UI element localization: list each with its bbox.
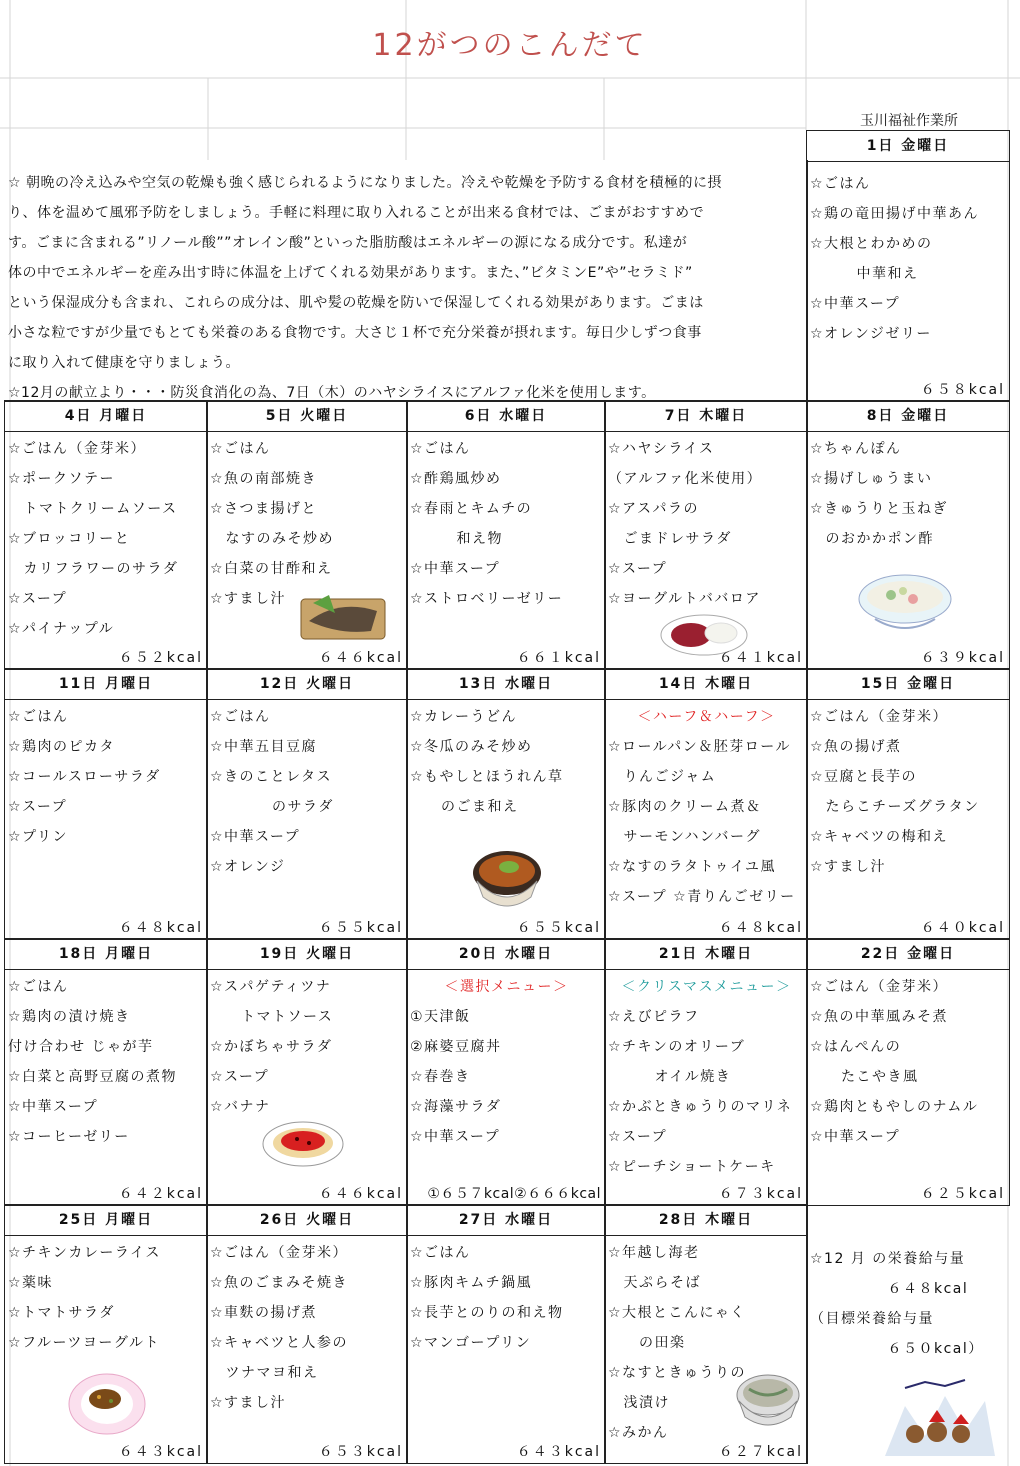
menu-item: ☆ロールパン＆胚芽ロール xyxy=(608,739,792,755)
menu-item: ☆えびピラフ xyxy=(608,1009,700,1025)
intro-text xyxy=(8,168,798,408)
menu-item: カリフラワーのサラダ xyxy=(8,561,179,577)
menu-item: サーモンハンバーグ xyxy=(608,829,762,845)
menu-item: ☆ごはん xyxy=(8,709,69,725)
menu-item: 付け合わせ じゃが芋 xyxy=(8,1039,154,1055)
menu-item: ☆中華スープ xyxy=(210,829,301,845)
menu-item: ☆ちゃんぽん xyxy=(810,441,902,457)
menu-item: ☆ごはん（金芽米） xyxy=(810,709,949,725)
menu-item: ☆オレンジゼリー xyxy=(810,326,932,342)
soba-bowl-illustration xyxy=(735,1371,801,1433)
menu-item: たこやき風 xyxy=(810,1069,919,1085)
special-menu-label: ＜選択メニュー＞ xyxy=(444,979,569,995)
menu-item: ☆ハヤシライス xyxy=(608,441,715,457)
intro-line: 小さな粒ですが少量でもとても栄養のある食物です。大さじ１杯で充分栄養が摂れます。毎日少しずつ食事 xyxy=(8,325,702,341)
day-cell-25 xyxy=(4,1204,208,1464)
day-cell-13 xyxy=(406,668,606,940)
menu-item: ☆鶏の竜田揚げ中華あん xyxy=(810,206,980,222)
day-cell-12 xyxy=(206,668,408,940)
kcal-value: ６５８kcal xyxy=(920,382,1005,398)
menu-item: ☆酢鶏風炒め xyxy=(410,471,502,487)
menu-item: ☆さつま揚げと xyxy=(210,501,318,517)
page-title: 12がつのこんだて xyxy=(372,28,648,63)
menu-item: ☆はんぺんの xyxy=(810,1039,902,1055)
nutrition-summary-cell xyxy=(806,1204,1010,1464)
intro-line: ☆ 朝晩の冷え込みや空気の乾燥も強く感じられるようになりました。冷えや乾燥を予防する食材を積極的に摂 xyxy=(8,175,722,191)
menu-item: ☆かぶときゅうりのマリネ xyxy=(608,1099,793,1115)
menu-item: りんごジャム xyxy=(608,769,717,785)
menu-item: ☆ストロベリーゼリー xyxy=(410,591,564,607)
menu-item: ☆ごはん xyxy=(410,1245,471,1261)
menu-item: ☆フルーツヨーグルト xyxy=(8,1335,161,1351)
day-header: 28日 木曜日 xyxy=(605,1205,807,1236)
menu-item: ☆中華五目豆腐 xyxy=(210,739,318,755)
menu-item: ☆ポークソテー xyxy=(8,471,116,487)
day-cell-5 xyxy=(206,400,408,670)
kcal-value: ６４３kcal xyxy=(516,1444,601,1460)
menu-item: のおかかポン酢 xyxy=(810,531,934,547)
menu-item: ☆なすのラタトゥイユ風 xyxy=(608,859,777,875)
menu-item: ☆ごはん xyxy=(410,441,471,457)
day-cell-15 xyxy=(806,668,1010,940)
day-header: 5日 火曜日 xyxy=(207,401,407,432)
menu-item: ☆年越し海老 xyxy=(608,1245,700,1261)
menu-item: ☆ごはん（金芽米） xyxy=(810,979,949,995)
menu-item: ☆キャベツの梅和え xyxy=(810,829,949,845)
summary-line: ６４８kcal xyxy=(810,1281,969,1297)
menu-item: ☆アスパラの xyxy=(608,501,699,517)
menu-item: オイル焼き xyxy=(608,1069,732,1085)
champon-bowl-illustration xyxy=(855,569,955,639)
menu-item: ☆スープ xyxy=(608,1129,668,1145)
menu-item: ☆大根とわかめの xyxy=(810,236,933,252)
menu-item: ☆もやしとほうれん草 xyxy=(410,769,564,785)
menu-item: ☆ごはん xyxy=(810,176,871,192)
menu-item: ☆すまし汁 xyxy=(210,591,287,607)
menu-item: ☆豚肉キムチ鍋風 xyxy=(410,1275,533,1291)
day-cell-7 xyxy=(604,400,808,670)
day-cell-18 xyxy=(4,938,208,1206)
day-cell-21 xyxy=(604,938,808,1206)
menu-item: ☆スープ xyxy=(608,561,668,577)
day-cell-11 xyxy=(4,668,208,940)
menu-item: ☆ごはん xyxy=(210,441,271,457)
menu-item: ☆春巻き xyxy=(410,1069,471,1085)
menu-item: ☆中華スープ xyxy=(410,1129,501,1145)
grilled-fish-illustration xyxy=(299,591,389,643)
kcal-value: ６２５kcal xyxy=(920,1186,1005,1202)
menu-item: 中華和え xyxy=(810,266,919,282)
kcal-value: ６７３kcal xyxy=(718,1186,803,1202)
menu-item: ☆ごはん（金芽米） xyxy=(210,1245,349,1261)
menu-item: ☆魚の中華風みそ煮 xyxy=(810,1009,949,1025)
kcal-value: ６５３kcal xyxy=(318,1444,403,1460)
menu-item: ①天津飯 xyxy=(410,1009,471,1025)
menu-item: の田楽 xyxy=(608,1335,686,1351)
menu-item: ☆マンゴープリン xyxy=(410,1335,532,1351)
day-header: 8日 金曜日 xyxy=(807,401,1009,432)
day-header: 11日 月曜日 xyxy=(5,669,207,700)
menu-item: ☆ごはん xyxy=(210,709,271,725)
menu-item: ☆長芋とのりの和え物 xyxy=(410,1305,564,1321)
menu-item: ☆スープ ☆青りんごゼリー xyxy=(608,889,796,905)
menu-item: ☆春雨とキムチの xyxy=(410,501,533,517)
menu-item: ☆プリン xyxy=(8,829,68,845)
menu-item: ☆魚のごまみそ焼き xyxy=(210,1275,349,1291)
day-header: 4日 月曜日 xyxy=(5,401,207,432)
menu-item: ☆バナナ xyxy=(210,1099,271,1115)
menu-item: （アルファ化米使用） xyxy=(608,471,763,487)
day-header: 15日 金曜日 xyxy=(807,669,1009,700)
menu-item: ②麻婆豆腐丼 xyxy=(410,1039,502,1055)
day-cell-27 xyxy=(406,1204,606,1464)
menu-item: ☆コーヒーゼリー xyxy=(8,1129,130,1145)
day-header: 27日 水曜日 xyxy=(407,1205,605,1236)
menu-item: のごま和え xyxy=(410,799,519,815)
curry-udon-bowl-illustration xyxy=(471,847,543,917)
special-menu-label: ＜クリスマスメニュー＞ xyxy=(621,979,792,995)
kcal-value: ６４１kcal xyxy=(718,650,803,666)
menu-item: ☆魚の揚げ煮 xyxy=(810,739,902,755)
menu-item: ☆鶏肉の漬け焼き xyxy=(8,1009,131,1025)
kcal-value: ６４０kcal xyxy=(920,920,1005,936)
menu-item: ☆冬瓜のみそ炒め xyxy=(410,739,533,755)
spaghetti-plate-illustration xyxy=(261,1119,345,1169)
kcal-value: ６５５kcal xyxy=(318,920,403,936)
day-header: 13日 水曜日 xyxy=(407,669,605,700)
menu-item: ☆みかん xyxy=(608,1425,669,1441)
menu-item: ☆ごはん xyxy=(8,979,69,995)
intro-line: 体の中でエネルギーを産み出す時に体温を上げてくれる効果があります。また、”ビタミンE”や”セラミド” xyxy=(8,265,693,281)
menu-item: ツナマヨ和え xyxy=(210,1365,319,1381)
day-cell-22 xyxy=(806,938,1010,1206)
day-header: 1日 金曜日 xyxy=(807,131,1009,162)
menu-item: 天ぷらそば xyxy=(608,1275,701,1291)
day-header: 18日 月曜日 xyxy=(5,939,207,970)
kcal-value: ６４８kcal xyxy=(118,920,203,936)
kcal-value: ６４６kcal xyxy=(318,1186,403,1202)
menu-item: ☆きのことレタス xyxy=(210,769,332,785)
kcal-value: ６４３kcal xyxy=(118,1444,203,1460)
day-cell-26 xyxy=(206,1204,408,1464)
day-header: 12日 火曜日 xyxy=(207,669,407,700)
kcal-value: ６６１kcal xyxy=(516,650,601,666)
menu-item: なすのみそ炒め xyxy=(210,531,334,547)
menu-item: ☆パイナップル xyxy=(8,621,115,637)
menu-item: ☆チキンカレーライス xyxy=(8,1245,161,1261)
menu-item: ☆キャベツと人参の xyxy=(210,1335,349,1351)
day-header: 19日 火曜日 xyxy=(207,939,407,970)
menu-item: ☆鶏肉のピカタ xyxy=(8,739,116,755)
menu-item: ☆白菜の甘酢和え xyxy=(210,561,333,577)
menu-item: ☆スープ xyxy=(8,799,68,815)
summary-line: （目標栄養給与量 xyxy=(810,1311,934,1327)
menu-item: ☆豚肉のクリーム煮＆ xyxy=(608,799,762,815)
menu-item: ごまドレサラダ xyxy=(608,531,732,547)
intro-line: り、体を温めて風邪予防をしましょう。手軽に料理に取り入れることが出来る食材では、ごまがおすすめで xyxy=(8,205,705,221)
summary-line: ６５０kcal） xyxy=(810,1341,984,1357)
day-cell-1 xyxy=(806,130,1010,402)
menu-item: ☆中華スープ xyxy=(810,296,901,312)
day-header: 6日 水曜日 xyxy=(407,401,605,432)
day-header: 20日 水曜日 xyxy=(407,939,605,970)
summary-line: ☆12 月 の栄養給与量 xyxy=(810,1251,966,1267)
menu-item: たらこチーズグラタン xyxy=(810,799,980,815)
menu-item: ☆薬味 xyxy=(8,1275,54,1291)
menu-item: ☆中華スープ xyxy=(810,1129,901,1145)
menu-item: ☆チキンのオリーブ xyxy=(608,1039,746,1055)
menu-item: ☆鶏肉ともやしのナムル xyxy=(810,1099,979,1115)
kcal-value: ６３９kcal xyxy=(920,650,1005,666)
day-header: 14日 木曜日 xyxy=(605,669,807,700)
day-cell-4 xyxy=(4,400,208,670)
kcal-value: ６２７kcal xyxy=(718,1444,803,1460)
kcal-value: ６４２kcal xyxy=(118,1186,203,1202)
special-menu-label: ＜ハーフ＆ハーフ＞ xyxy=(637,709,776,725)
intro-line: という保湿成分も含まれ、これらの成分は、肌や髪の乾燥を防いで保湿してくれる効果があります。ごまは xyxy=(8,295,704,311)
menu-item: ☆豆腐と長芋の xyxy=(810,769,918,785)
menu-item: ☆すまし汁 xyxy=(210,1395,287,1411)
menu-item: ☆中華スープ xyxy=(8,1099,99,1115)
day-cell-28 xyxy=(604,1204,808,1464)
menu-item: ☆車麩の揚げ煮 xyxy=(210,1305,318,1321)
menu-item: ☆きゅうりと玉ねぎ xyxy=(810,501,949,517)
menu-item: ☆中華スープ xyxy=(410,561,501,577)
menu-item: ☆オレンジ xyxy=(210,859,286,875)
menu-item: ☆トマトサラダ xyxy=(8,1305,115,1321)
day-cell-8 xyxy=(806,400,1010,670)
intro-line: す。ごまに含まれる”リノール酸””オレイン酸”といった脂肪酸はエネルギーの源になる成分です。私達が xyxy=(8,235,688,251)
kcal-value: ①６５７kcal②６６６kcal xyxy=(427,1186,601,1202)
kcal-value: ６４６kcal xyxy=(318,650,403,666)
menu-item: ☆大根とこんにゃく xyxy=(608,1305,746,1321)
menu-item: ☆揚げしゅうまい xyxy=(810,471,933,487)
day-header: 26日 火曜日 xyxy=(207,1205,407,1236)
day-header: 7日 木曜日 xyxy=(605,401,807,432)
christmas-reindeer-illustration xyxy=(885,1376,995,1456)
menu-item: 浅漬け xyxy=(608,1395,670,1411)
intro-line: に取り入れて健康を守りましょう。 xyxy=(8,355,240,371)
menu-item: ☆白菜と高野豆腐の煮物 xyxy=(8,1069,178,1085)
day-cell-20 xyxy=(406,938,606,1206)
menu-item: ☆ごはん（金芽米） xyxy=(8,441,147,457)
menu-item: ☆すまし汁 xyxy=(810,859,887,875)
menu-item: ☆コールスローサラダ xyxy=(8,769,161,785)
menu-item: ☆なすときゅうりの xyxy=(608,1365,747,1381)
intro-line: ☆12月の献立より・・・防災食消化の為、7日（木）のハヤシライスにアルファ化米を使用します。 xyxy=(8,385,656,401)
menu-item: トマトソース xyxy=(210,1009,334,1025)
day-header: 21日 木曜日 xyxy=(605,939,807,970)
kcal-value: ６４８kcal xyxy=(718,920,803,936)
menu-item: のサラダ xyxy=(210,799,334,815)
day-cell-19 xyxy=(206,938,408,1206)
kcal-value: ６５５kcal xyxy=(516,920,601,936)
menu-item: ☆ヨーグルトババロア xyxy=(608,591,761,607)
day-header: 22日 金曜日 xyxy=(807,939,1009,970)
menu-item: ☆魚の南部焼き xyxy=(210,471,318,487)
organization-name: 玉川福祉作業所 xyxy=(860,113,958,129)
menu-item: ☆ピーチショートケーキ xyxy=(608,1159,776,1175)
menu-item: ☆かぼちゃサラダ xyxy=(210,1039,333,1055)
kcal-value: ６５２kcal xyxy=(118,650,203,666)
menu-item: トマトクリームソース xyxy=(8,501,178,517)
curry-rice-plate-illustration xyxy=(67,1371,147,1437)
menu-item: ☆カレーうどん xyxy=(410,709,518,725)
day-header: 25日 月曜日 xyxy=(5,1205,207,1236)
menu-item: 和え物 xyxy=(410,531,503,547)
menu-item: ☆スープ xyxy=(210,1069,270,1085)
day-cell-14 xyxy=(604,668,808,940)
menu-item: ☆スープ xyxy=(8,591,68,607)
menu-item: ☆ブロッコリーと xyxy=(8,531,131,547)
menu-item: ☆スパゲティツナ xyxy=(210,979,332,995)
day-cell-6 xyxy=(406,400,606,670)
menu-item: ☆海藻サラダ xyxy=(410,1099,502,1115)
